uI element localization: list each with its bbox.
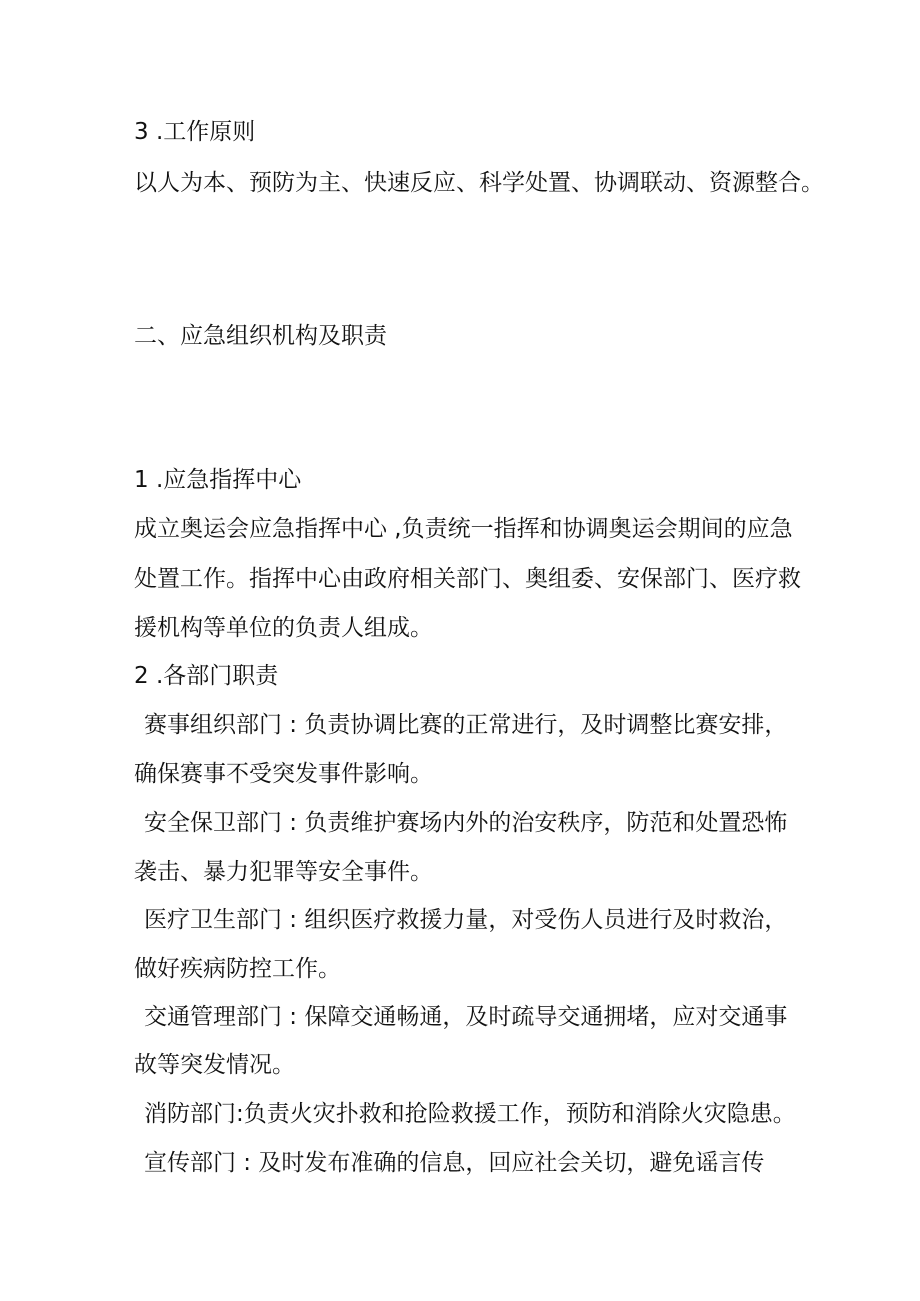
department-duty-line: 医疗卫生部门 : 组织医疗救援力量，对受伤人员进行及时救治， [144, 907, 788, 933]
command-center-heading [134, 465, 301, 495]
command-center-heading-text: .应急指挥中心 [156, 467, 302, 493]
department-duty-line: 宣传部门 : 及时发布准确的信息，回应社会关切，避免谣言传 [144, 1150, 765, 1176]
principles-body: 以人为本、预防为主、快速反应、科学处置、协调联动、资源整合。 [134, 170, 824, 196]
department-duty-line: 赛事组织部门 : 负责协调比赛的正常进行，及时调整比赛安排， [144, 712, 788, 738]
department-duty-line: 做好疾病防控工作。 [134, 956, 341, 982]
section-two-heading: 二、应急组织机构及职责 [134, 323, 387, 349]
principles-heading-number: 3 [134, 119, 149, 145]
departments-heading-number: 2 [134, 663, 149, 689]
department-duty-line: 袭击、暴力犯罪等安全事件。 [134, 859, 433, 885]
command-center-body-line: 援机构等单位的负责人组成。 [134, 615, 433, 641]
department-duty-line: 交通管理部门 : 保障交通畅通，及时疏导交通拥堵，应对交通事 [144, 1004, 788, 1030]
principles-heading [134, 117, 255, 147]
department-duty-line: 消防部门:负责火灾扑救和抢险救援工作，预防和消除火灾隐患。 [144, 1101, 796, 1127]
principles-heading-text: .工作原则 [156, 119, 256, 145]
command-center-body-line: 成立奥运会应急指挥中心 ,负责统一指挥和协调奥运会期间的应急 [134, 516, 793, 542]
departments-heading [134, 661, 278, 691]
department-duty-line: 安全保卫部门 : 负责维护赛场内外的治安秩序，防范和处置恐怖 [144, 810, 788, 836]
department-duty-line: 确保赛事不受突发事件影响。 [134, 761, 433, 787]
department-duty-line: 故等突发情况。 [134, 1052, 295, 1078]
command-center-heading-number: 1 [134, 467, 149, 493]
command-center-body-line: 处置工作。指挥中心由政府相关部门、奥组委、安保部门、医疗救 [134, 566, 801, 592]
departments-heading-text: .各部门职责 [156, 663, 279, 689]
